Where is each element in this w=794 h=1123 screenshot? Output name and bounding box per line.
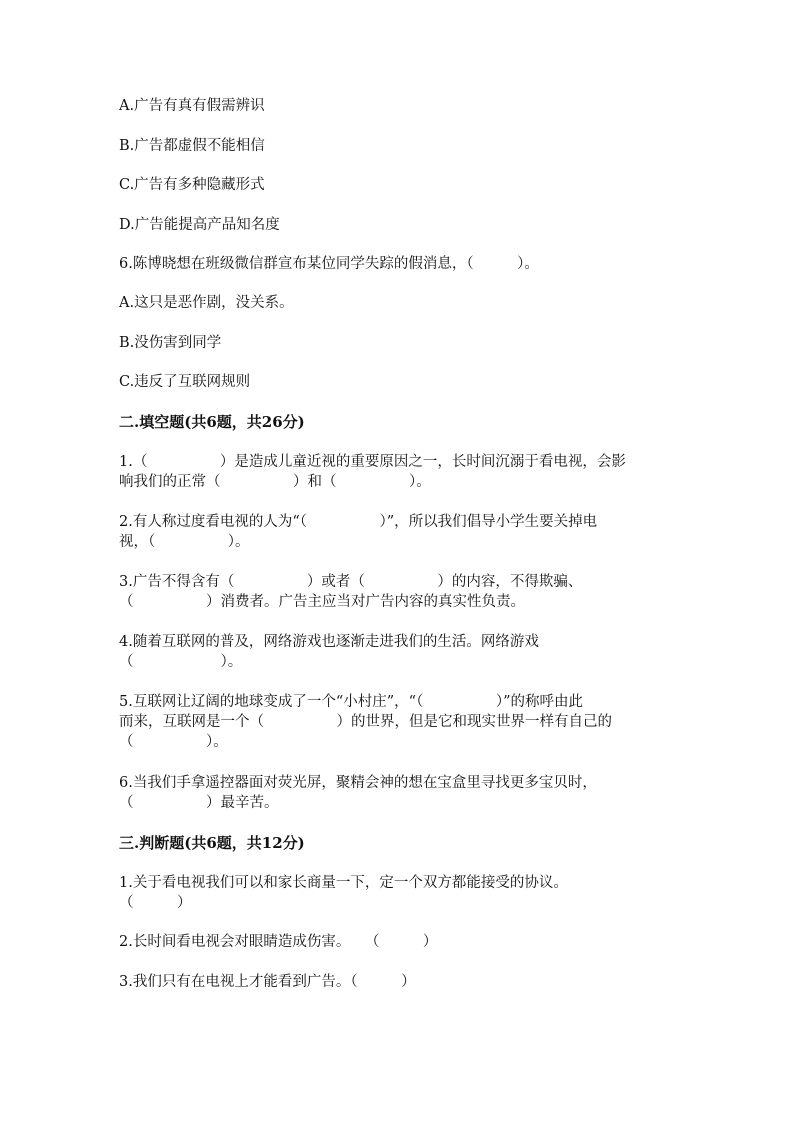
section2-heading: 二.填空题(共6题，共26分) [119, 413, 305, 431]
fill-item-1-line-2: 响我们的正常（ ）和（ ）。 [119, 474, 431, 490]
q6-option-a: A.这只是恶作剧，没关系。 [119, 295, 294, 311]
fill-item-4-line-1: 4.随着互联网的普及，网络游戏也逐渐走进我们的生活。网络游戏 [119, 634, 539, 650]
fill-item-5-line-1: 5.互联网让辽阔的地球变成了一个“小村庄”，“（ ）”的称呼由此 [119, 694, 583, 710]
fill-item-5-line-2: 而来，互联网是一个（ ）的世界，但是它和现实世界一样有自己的 [119, 714, 612, 730]
q6-option-c: C.违反了互联网规则 [119, 374, 251, 390]
q6-option-b: B.没伤害到同学 [119, 335, 222, 351]
q5-option-c: C.广告有多种隐藏形式 [119, 177, 265, 193]
fill-item-5-line-3: （ ）。 [119, 734, 228, 750]
judge-item-2: 2.长时间看电视会对眼睛造成伤害。 （ ） [119, 934, 438, 950]
fill-item-2-line-2: 视，（ ）。 [119, 534, 250, 550]
q5-option-b: B.广告都虚假不能相信 [119, 138, 265, 154]
q6-stem: 6.陈博晓想在班级微信群宣布某位同学失踪的假消息，（ ）。 [119, 256, 539, 272]
fill-item-3-line-1: 3.广告不得含有（ ）或者（ ）的内容，不得欺骗、 [119, 574, 583, 590]
fill-item-1-line-1: 1.（ ）是造成儿童近视的重要原因之一，长时间沉溺于看电视，会影 [119, 454, 626, 470]
fill-item-3-line-2: （ ）消费者。广告主应当对广告内容的真实性负责。 [119, 594, 525, 610]
fill-item-4-line-2: （ ）。 [119, 654, 243, 670]
fill-item-2-line-1: 2.有人称过度看电视的人为“（ ）”，所以我们倡导小学生要关掉电 [119, 514, 598, 530]
fill-item-6-line-2: （ ）最辛苦。 [119, 795, 279, 811]
judge-item-3: 3.我们只有在电视上才能看到广告。（ ） [119, 974, 416, 990]
fill-item-6-line-1: 6.当我们手拿遥控器面对荧光屏，聚精会神的想在宝盒里寻找更多宝贝时， [119, 775, 597, 791]
q5-option-d: D.广告能提高产品知名度 [119, 217, 280, 233]
judge-item-1-line-1: 1.关于看电视我们可以和家长商量一下，定一个双方都能接受的协议。 [119, 875, 568, 891]
judge-item-1-line-2: （ ） [119, 895, 192, 911]
q5-option-a: A.广告有真有假需辨识 [119, 98, 265, 114]
section3-heading: 三.判断题(共6题，共12分) [119, 834, 305, 852]
